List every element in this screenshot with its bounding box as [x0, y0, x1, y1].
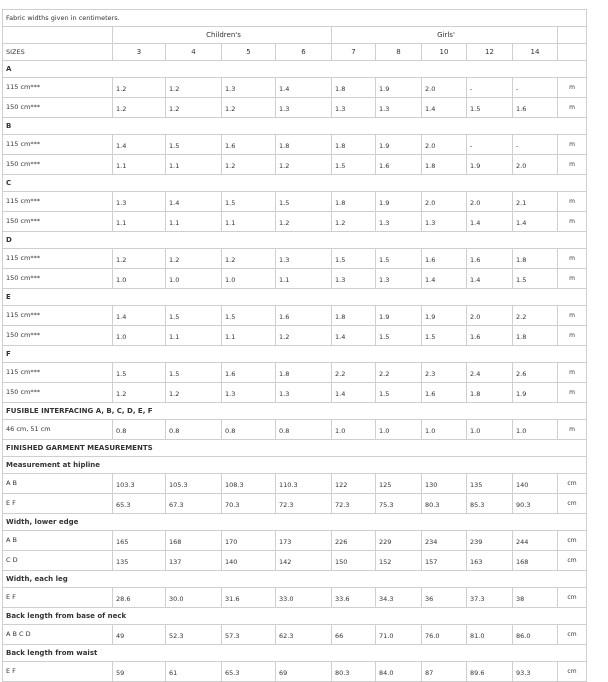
- value-cell: 1.4: [332, 383, 376, 403]
- value-cell: 75.3: [376, 494, 422, 514]
- value-cell: 1.2: [276, 326, 332, 346]
- value-cell: 1.1: [166, 212, 222, 232]
- row-label: 115 cm***: [3, 363, 113, 383]
- value-cell: 122: [332, 474, 376, 494]
- unit-cell: cm: [558, 662, 587, 682]
- value-cell: 135: [467, 474, 513, 494]
- value-cell: 1.5: [222, 306, 276, 326]
- value-cell: 226: [332, 531, 376, 551]
- value-cell: 105.3: [166, 474, 222, 494]
- value-cell: 2.6: [513, 363, 558, 383]
- value-cell: 1.0: [422, 420, 467, 440]
- value-cell: 67.3: [166, 494, 222, 514]
- finished-measurements-heading: [3, 440, 587, 457]
- value-cell: 37.3: [467, 588, 513, 608]
- row-label: A B: [3, 474, 113, 494]
- value-cell: -: [467, 135, 513, 155]
- row-label: 115 cm***: [3, 135, 113, 155]
- value-cell: 1.1: [166, 155, 222, 175]
- size-header: 10: [422, 44, 467, 61]
- view-section-header: [3, 61, 587, 78]
- table-row: [3, 326, 587, 346]
- row-label: 115 cm***: [3, 192, 113, 212]
- value-cell: 57.3: [222, 625, 276, 645]
- value-cell: 1.4: [113, 306, 166, 326]
- yardage-table: [2, 9, 587, 682]
- value-cell: 1.1: [113, 155, 166, 175]
- view-section-header-label: B: [3, 118, 587, 135]
- value-cell: -: [513, 78, 558, 98]
- unit-cell: m: [558, 249, 587, 269]
- value-cell: 244: [513, 531, 558, 551]
- value-cell: 1.2: [113, 249, 166, 269]
- table-row: [3, 249, 587, 269]
- view-section-header-label: FUSIBLE INTERFACING A, B, C, D, E, F: [3, 403, 587, 420]
- view-section-header-label: C: [3, 175, 587, 192]
- value-cell: 1.4: [467, 269, 513, 289]
- value-cell: 140: [513, 474, 558, 494]
- value-cell: 173: [276, 531, 332, 551]
- value-cell: 1.4: [467, 212, 513, 232]
- value-cell: 1.2: [276, 155, 332, 175]
- value-cell: 1.2: [113, 78, 166, 98]
- value-cell: 38: [513, 588, 558, 608]
- measurement-header-label: Back length from base of neck: [3, 608, 587, 625]
- row-label: 150 cm***: [3, 269, 113, 289]
- measurement-header-label: Width, lower edge: [3, 514, 587, 531]
- value-cell: 80.3: [422, 494, 467, 514]
- row-label: 115 cm***: [3, 78, 113, 98]
- yardage-table-body: [3, 10, 587, 682]
- value-cell: 1.8: [276, 135, 332, 155]
- value-cell: 1.9: [422, 306, 467, 326]
- size-header: 8: [376, 44, 422, 61]
- value-cell: 34.3: [376, 588, 422, 608]
- value-cell: 1.6: [513, 98, 558, 118]
- table-row: [3, 363, 587, 383]
- row-label: 115 cm***: [3, 306, 113, 326]
- value-cell: 52.3: [166, 625, 222, 645]
- value-cell: 2.2: [376, 363, 422, 383]
- value-cell: 1.2: [113, 383, 166, 403]
- measurement-header: [3, 457, 587, 474]
- view-section-header-label: A: [3, 61, 587, 78]
- value-cell: 1.2: [166, 78, 222, 98]
- value-cell: 1.2: [276, 212, 332, 232]
- value-cell: 1.6: [222, 135, 276, 155]
- value-cell: 31.6: [222, 588, 276, 608]
- value-cell: 1.5: [513, 269, 558, 289]
- value-cell: 1.3: [276, 383, 332, 403]
- table-row: [3, 551, 587, 571]
- value-cell: 2.0: [422, 192, 467, 212]
- measurement-header: [3, 645, 587, 662]
- value-cell: 70.3: [222, 494, 276, 514]
- value-cell: 2.0: [513, 155, 558, 175]
- group-unit-spacer: [558, 27, 587, 44]
- unit-cell: cm: [558, 588, 587, 608]
- row-label: 150 cm***: [3, 98, 113, 118]
- row-label: 115 cm***: [3, 249, 113, 269]
- unit-cell: m: [558, 269, 587, 289]
- value-cell: 163: [467, 551, 513, 571]
- value-cell: 170: [222, 531, 276, 551]
- value-cell: 1.6: [467, 249, 513, 269]
- value-cell: 87: [422, 662, 467, 682]
- value-cell: 1.5: [467, 98, 513, 118]
- view-section-header: [3, 232, 587, 249]
- value-cell: 1.6: [276, 306, 332, 326]
- value-cell: 1.5: [376, 326, 422, 346]
- value-cell: 110.3: [276, 474, 332, 494]
- value-cell: 2.1: [513, 192, 558, 212]
- value-cell: 1.1: [222, 212, 276, 232]
- table-row: [3, 192, 587, 212]
- size-header: 6: [276, 44, 332, 61]
- value-cell: 1.6: [422, 249, 467, 269]
- measurement-header: [3, 608, 587, 625]
- value-cell: 1.2: [166, 249, 222, 269]
- unit-cell: m: [558, 78, 587, 98]
- table-row: [3, 78, 587, 98]
- value-cell: 30.0: [166, 588, 222, 608]
- value-cell: 1.9: [467, 155, 513, 175]
- value-cell: 1.3: [422, 212, 467, 232]
- value-cell: 1.2: [222, 249, 276, 269]
- value-cell: 1.2: [113, 98, 166, 118]
- view-section-header: [3, 403, 587, 420]
- value-cell: 1.4: [332, 326, 376, 346]
- value-cell: 1.6: [422, 383, 467, 403]
- row-label: E F: [3, 494, 113, 514]
- view-section-header-label: E: [3, 289, 587, 306]
- value-cell: 85.3: [467, 494, 513, 514]
- view-section-header-label: D: [3, 232, 587, 249]
- value-cell: 1.8: [276, 363, 332, 383]
- value-cell: 61: [166, 662, 222, 682]
- measurement-header-label: Width, each leg: [3, 571, 587, 588]
- value-cell: 168: [513, 551, 558, 571]
- value-cell: 1.5: [332, 249, 376, 269]
- view-section-header: [3, 118, 587, 135]
- size-header: 4: [166, 44, 222, 61]
- value-cell: 125: [376, 474, 422, 494]
- value-cell: 1.3: [332, 98, 376, 118]
- value-cell: -: [513, 135, 558, 155]
- value-cell: 2.4: [467, 363, 513, 383]
- value-cell: 90.3: [513, 494, 558, 514]
- value-cell: 1.2: [222, 98, 276, 118]
- row-label: 150 cm***: [3, 326, 113, 346]
- value-cell: 33.6: [332, 588, 376, 608]
- unit-cell: cm: [558, 531, 587, 551]
- value-cell: 2.0: [467, 306, 513, 326]
- row-label: 150 cm***: [3, 212, 113, 232]
- value-cell: 1.0: [166, 269, 222, 289]
- table-row: [3, 588, 587, 608]
- sizes-label: SIZES: [3, 44, 113, 61]
- value-cell: 1.0: [513, 420, 558, 440]
- value-cell: 1.8: [332, 78, 376, 98]
- value-cell: 2.2: [332, 363, 376, 383]
- value-cell: 229: [376, 531, 422, 551]
- unit-header: [558, 44, 587, 61]
- value-cell: 1.3: [376, 98, 422, 118]
- group-spacer: [3, 27, 113, 44]
- table-row: [3, 155, 587, 175]
- value-cell: 89.6: [467, 662, 513, 682]
- table-row: [3, 474, 587, 494]
- value-cell: 1.2: [332, 212, 376, 232]
- value-cell: 152: [376, 551, 422, 571]
- value-cell: 0.8: [113, 420, 166, 440]
- value-cell: 1.2: [166, 98, 222, 118]
- value-cell: 239: [467, 531, 513, 551]
- value-cell: 1.8: [422, 155, 467, 175]
- value-cell: 2.0: [422, 78, 467, 98]
- size-header: 7: [332, 44, 376, 61]
- measurement-header-label: Back length from waist: [3, 645, 587, 662]
- value-cell: 0.8: [222, 420, 276, 440]
- value-cell: 69: [276, 662, 332, 682]
- value-cell: 1.2: [222, 155, 276, 175]
- row-label: A B: [3, 531, 113, 551]
- value-cell: 1.8: [332, 306, 376, 326]
- unit-cell: m: [558, 155, 587, 175]
- value-cell: 1.5: [113, 363, 166, 383]
- value-cell: 234: [422, 531, 467, 551]
- value-cell: 1.0: [113, 269, 166, 289]
- size-header: 12: [467, 44, 513, 61]
- value-cell: 1.8: [332, 135, 376, 155]
- size-header: 3: [113, 44, 166, 61]
- value-cell: 80.3: [332, 662, 376, 682]
- size-header: 5: [222, 44, 276, 61]
- value-cell: 1.3: [376, 212, 422, 232]
- row-label: 46 cm, 51 cm: [3, 420, 113, 440]
- value-cell: 1.0: [467, 420, 513, 440]
- value-cell: 1.5: [332, 155, 376, 175]
- value-cell: 1.1: [222, 326, 276, 346]
- value-cell: 1.1: [166, 326, 222, 346]
- value-cell: 1.4: [166, 192, 222, 212]
- view-section-header: [3, 346, 587, 363]
- value-cell: 103.3: [113, 474, 166, 494]
- unit-cell: m: [558, 420, 587, 440]
- value-cell: 66: [332, 625, 376, 645]
- value-cell: 1.9: [376, 78, 422, 98]
- value-cell: 1.9: [376, 135, 422, 155]
- note-row: [3, 10, 587, 27]
- value-cell: 1.6: [467, 326, 513, 346]
- unit-cell: m: [558, 192, 587, 212]
- group-childrens: Children's: [113, 27, 332, 44]
- value-cell: 1.5: [376, 249, 422, 269]
- value-cell: 1.8: [513, 326, 558, 346]
- value-cell: 2.2: [513, 306, 558, 326]
- value-cell: -: [467, 78, 513, 98]
- value-cell: 1.5: [422, 326, 467, 346]
- value-cell: 36: [422, 588, 467, 608]
- value-cell: 1.5: [166, 363, 222, 383]
- value-cell: 1.2: [166, 383, 222, 403]
- value-cell: 1.3: [113, 192, 166, 212]
- unit-cell: cm: [558, 625, 587, 645]
- value-cell: 1.0: [113, 326, 166, 346]
- measurement-header: [3, 571, 587, 588]
- value-cell: 1.5: [166, 135, 222, 155]
- unit-cell: m: [558, 306, 587, 326]
- value-cell: 1.5: [376, 383, 422, 403]
- value-cell: 49: [113, 625, 166, 645]
- unit-cell: m: [558, 383, 587, 403]
- value-cell: 2.0: [467, 192, 513, 212]
- value-cell: 1.9: [376, 306, 422, 326]
- unit-cell: m: [558, 212, 587, 232]
- value-cell: 1.0: [332, 420, 376, 440]
- measurement-header-label: Measurement at hipline: [3, 457, 587, 474]
- value-cell: 65.3: [222, 662, 276, 682]
- row-label: 150 cm***: [3, 383, 113, 403]
- finished-measurements-heading-label: FINISHED GARMENT MEASUREMENTS: [3, 440, 587, 457]
- value-cell: 1.3: [276, 249, 332, 269]
- value-cell: 1.1: [113, 212, 166, 232]
- value-cell: 1.4: [513, 212, 558, 232]
- row-label: E F: [3, 588, 113, 608]
- value-cell: 1.3: [222, 78, 276, 98]
- view-section-header-label: F: [3, 346, 587, 363]
- value-cell: 1.9: [376, 192, 422, 212]
- value-cell: 150: [332, 551, 376, 571]
- unit-cell: cm: [558, 494, 587, 514]
- value-cell: 1.5: [276, 192, 332, 212]
- value-cell: 28.6: [113, 588, 166, 608]
- value-cell: 135: [113, 551, 166, 571]
- value-cell: 93.3: [513, 662, 558, 682]
- value-cell: 81.0: [467, 625, 513, 645]
- value-cell: 1.0: [376, 420, 422, 440]
- value-cell: 2.0: [422, 135, 467, 155]
- view-section-header: [3, 175, 587, 192]
- value-cell: 1.3: [332, 269, 376, 289]
- value-cell: 1.6: [222, 363, 276, 383]
- value-cell: 1.8: [513, 249, 558, 269]
- value-cell: 33.0: [276, 588, 332, 608]
- value-cell: 0.8: [276, 420, 332, 440]
- table-row: [3, 383, 587, 403]
- value-cell: 1.3: [276, 98, 332, 118]
- table-row: [3, 269, 587, 289]
- table-row: [3, 135, 587, 155]
- value-cell: 130: [422, 474, 467, 494]
- value-cell: 1.1: [276, 269, 332, 289]
- table-row: [3, 98, 587, 118]
- value-cell: 142: [276, 551, 332, 571]
- fabric-width-note: Fabric widths given in centimeters.: [3, 10, 587, 27]
- unit-cell: m: [558, 363, 587, 383]
- table-row: [3, 420, 587, 440]
- value-cell: 76.0: [422, 625, 467, 645]
- value-cell: 1.3: [376, 269, 422, 289]
- table-row: [3, 494, 587, 514]
- value-cell: 1.4: [113, 135, 166, 155]
- group-row: [3, 27, 587, 44]
- view-section-header: [3, 289, 587, 306]
- row-label: C D: [3, 551, 113, 571]
- value-cell: 1.0: [222, 269, 276, 289]
- value-cell: 1.6: [376, 155, 422, 175]
- value-cell: 72.3: [332, 494, 376, 514]
- yardage-chart: [2, 9, 587, 682]
- table-row: [3, 306, 587, 326]
- value-cell: 1.4: [422, 269, 467, 289]
- table-row: [3, 212, 587, 232]
- size-header: 14: [513, 44, 558, 61]
- value-cell: 1.5: [166, 306, 222, 326]
- unit-cell: m: [558, 98, 587, 118]
- value-cell: 168: [166, 531, 222, 551]
- row-label: E F: [3, 662, 113, 682]
- value-cell: 108.3: [222, 474, 276, 494]
- value-cell: 1.4: [422, 98, 467, 118]
- table-row: [3, 662, 587, 682]
- value-cell: 1.9: [513, 383, 558, 403]
- table-row: [3, 531, 587, 551]
- unit-cell: cm: [558, 474, 587, 494]
- row-label: 150 cm***: [3, 155, 113, 175]
- value-cell: 71.0: [376, 625, 422, 645]
- value-cell: 62.3: [276, 625, 332, 645]
- value-cell: 59: [113, 662, 166, 682]
- row-label: A B C D: [3, 625, 113, 645]
- value-cell: 1.5: [222, 192, 276, 212]
- table-row: [3, 625, 587, 645]
- value-cell: 65.3: [113, 494, 166, 514]
- value-cell: 1.3: [222, 383, 276, 403]
- value-cell: 1.8: [467, 383, 513, 403]
- value-cell: 140: [222, 551, 276, 571]
- value-cell: 137: [166, 551, 222, 571]
- value-cell: 0.8: [166, 420, 222, 440]
- value-cell: 86.0: [513, 625, 558, 645]
- value-cell: 165: [113, 531, 166, 551]
- unit-cell: m: [558, 135, 587, 155]
- value-cell: 84.0: [376, 662, 422, 682]
- value-cell: 1.8: [332, 192, 376, 212]
- unit-cell: m: [558, 326, 587, 346]
- unit-cell: cm: [558, 551, 587, 571]
- value-cell: 157: [422, 551, 467, 571]
- value-cell: 2.3: [422, 363, 467, 383]
- group-girls: Girls': [332, 27, 558, 44]
- measurement-header: [3, 514, 587, 531]
- value-cell: 1.4: [276, 78, 332, 98]
- value-cell: 72.3: [276, 494, 332, 514]
- sizes-row: [3, 44, 587, 61]
